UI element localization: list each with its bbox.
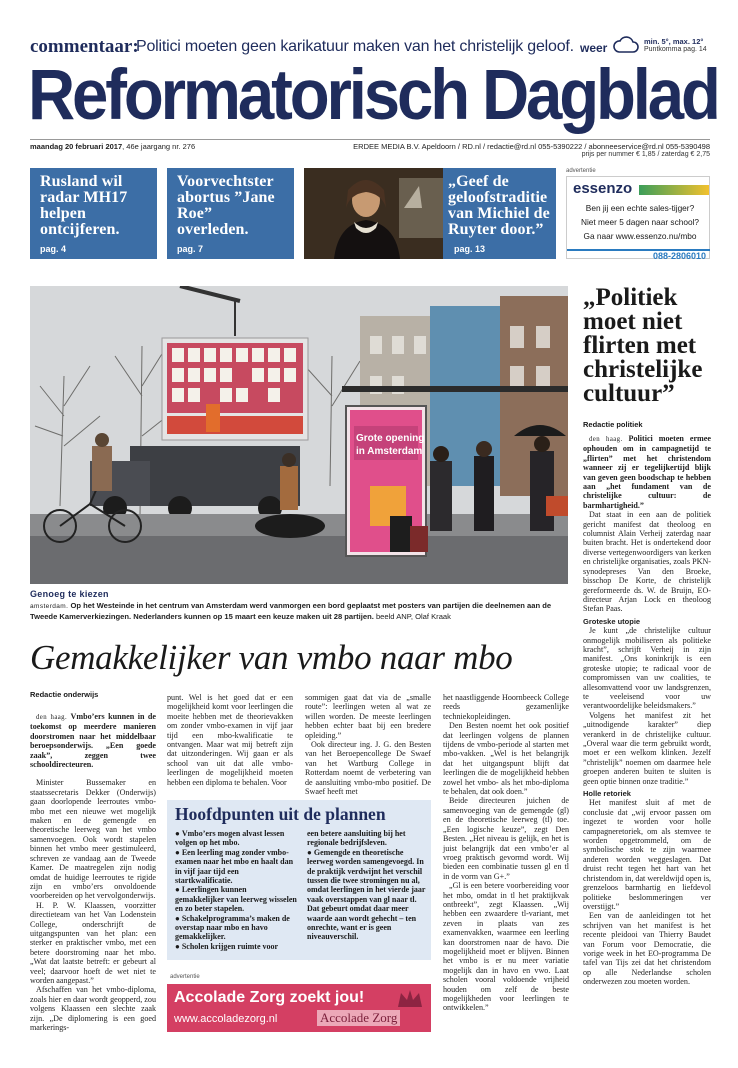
article-paragraph: Dat staat in een aan de politiek gericht manifest dat theoloog en columnist Alain Verheij zaterdag naar buiten bracht. Het is ondertekend door diverse vertegenwoordigers van kerken en christelijke organisaties, zoals PKN-synodepreses Van den Broeke, bisschop De Korte, de christelijk gereformeerde ds. W. de Bruijn, EO-directeur Arjan Lock en theoloog Stefan Paas. [583,510,711,614]
article-paragraph: Ook directeur ing. J. G. den Besten van het Beroepencollege De Swaef van het Wartburg College in Rotterdam noemt de verbetering van de aansluiting vmbo-mbo positief. De Swaef heeft met [305,740,431,797]
cloud-icon [613,36,639,54]
article-location: den haag. [36,714,68,721]
article-location: den haag. [589,436,623,443]
article-byline: Redactie politiek [583,420,643,429]
article-lead: Vmbo’ers kunnen in de toekomst op meerdere manieren doorstromen naar het middelbaar beroepsonderwijs. „Een goede zaak”, zeggen twee schooldirecteuren. [30,712,156,770]
ad-title: Accolade Zorg zoekt jou! [174,989,365,1006]
essenzo-color-bar [639,185,709,195]
ad-url[interactable]: www.accoladezorg.nl [174,1013,278,1025]
article-paragraph: Volgens het manifest zit het „uitnodigende karakter” diep verankerd in de christelijke cultuur. „Overal waar die term gebruikt wordt, moet er een welkom klinken. Jezelf ”christelijk” noemen om daarmee hele groepen anderen buiten te sluiten is geen optie binnen onze traditie.” [583,710,711,786]
publisher-contact: ERDEE MEDIA B.V. Apeldoorn / RD.nl / redactie@rd.nl 055-5390222 / abonneeservice@rd.nl 055-5390498 [353,142,710,151]
advertisement-label: advertentie [566,168,596,174]
key-point-item: ● Een leerling mag zonder vmbo-examen naar het mbo en haalt dan in vijf jaar tijd een startkwalificatie. [175,847,294,886]
main-article-byline: Redactie onderwijs [30,690,99,699]
teaser-page: pag. 4 [40,244,67,254]
weather-label: weer [580,41,608,55]
photo-caption [30,601,568,622]
teaser-michiel-de-ruyter[interactable] [304,168,556,259]
ad-phone: 088-2806010 [567,249,710,261]
article-headline[interactable]: „Politiek moet niet flirten met christelijke cultuur” [583,284,703,407]
advertisement-accolade[interactable] [167,984,431,1032]
key-point-text: Gemengde en theoretische leerweg worden samengevoegd. In de praktijk verdwijnt het verschil tussen die twee stromingen nu al, omdat leerlingen in het vierde jaar vaak overstappen van gl naar tl. Dat gebeurt omdat daar meer waarde aan wordt gehecht – ten onrechte, want er is geen niveauverschil. [307,847,426,942]
teaser-title: Rusland wil radar MH17 helpen ontcijferen. [40,173,128,238]
key-point-item [307,829,429,848]
portrait-illustration [304,168,443,259]
article-paragraph: punt. Wel is het goed dat er een mogelijkheid komt voor leerlingen die moeite hebben met de theorievakken om zonder vmbo-examen in vijf jaar tijd een mbo-kwalificatie te ontvangen. Maar wat mij betreft zijn dat uitzonderingen. Wij gaan er als school van uit dat alle vmbo-leerlingen de mogelijkheid moeten hebben een diploma te behalen. Voor [167,693,293,787]
article-paragraph: Minister Bussemaker en staatssecretaris Dekker (Onderwijs) gaan doorlopende leerroutes vmbo-mbo met een nieuwe wet mogelijk maken en de gemengde en theoretische leerweg van het vmbo samenvoegen. Ook wordt stapelen binnen het vmbo meer gestimuleerd, schreven ze vandaag aan de Tweede Kamer. De maatregelen zijn nodig omdat de huidige leerroutes te rigide zijn en vmbo’ers onvoldoende voorbereiden op het vervolgonderwijs. [30,778,156,901]
key-points-box [167,800,431,960]
key-point-item: ● Leerlingen kunnen gemakkelijker van leerweg wisselen en zo beter stapelen. [175,885,297,914]
key-points-column [175,829,297,951]
photo-credit: beeld ANP, Olaf Kraak [375,612,451,621]
key-point-item: ● Gemengde en theoretische leerweg worden samengevoegd. In de praktijk verdwijnt het verschil tussen die twee stromingen nu al, omdat leerlingen in het vierde jaar vaak overstappen van gl naar tl. Dat gebeurt omdat daar meer waarde aan wordt gehecht – ten onrechte, want er is geen niveauverschil. [307,847,426,942]
key-point-text: Een leerling mag zonder vmbo-examen naar het mbo en haalt dan in vijf jaar tijd een startkwalificatie. [175,847,294,886]
accolade-logo: Accolade Zorg [317,1010,400,1026]
teaser-page: pag. 13 [454,244,486,254]
main-article-headline[interactable]: Gemakkelijker van vmbo naar mbo [30,638,513,677]
advertisement-box [566,176,710,259]
teaser-title: Voorvechtster abortus ”Jane Roe” overleden. [177,173,275,238]
commentaar-headline[interactable]: Politici moeten geen karikatuur maken van het christelijk geloof. [136,38,574,55]
teaser-title: „Geef de geloofstraditie van Michiel de Ruyter door.” [448,173,550,238]
key-point-text: Scholen krijgen ruimte voor [181,941,279,951]
article-column-1 [30,712,156,1032]
shelter-poster-text: Grote opening [356,433,425,444]
article-subheading: Groteske utopie [583,616,641,626]
portrait-painting [304,168,443,259]
shelter-poster-text: in Amsterdam [356,446,423,457]
article-paragraph: Het manifest sluit af met de conclusie dat „wij ervoor passen om ingezet te worden voor holle campagneretoriek, om als stemvee te worden opgetrommeld, om de symbolische stok te zijn waarmee anderen worden weggeslagen. Dat druist recht tegen het hart van het christendom in, dat wereldwijd open is, grenzeloos barmhartig en liefdevol politieke beslommeringen ver overstijgt.” [583,798,711,911]
article-paragraph: Je kunt „de christelijke cultuur onmogelijk mobiliseren als politieke kracht”, schrijft Verheij in zijn manifest. „Ons koninkrijk is een groteske utopie; te radicaal voor de compromissen van uw coalities, te allesomvattend voor uw landsgrenzen, te veeleisend voor uw verantwoordelijke beleidsmakers.” [583,626,711,711]
puzzle-reference: Puntkomma pag. 14 [644,46,707,53]
article-body [583,434,711,987]
key-point-item: ● Vmbo’ers mogen alvast lessen volgen op het mbo. [175,829,285,848]
edition-value: , 46e jaargang nr. 276 [122,142,196,151]
article-paragraph: Beide directeuren juichen de samenvoeging van de gemengde (gl) en de theoretische leerweg (tl) toe. „Een logische keuze”, zegt Den Besten. „Het niveau is gelijk, en het is juist belangrijk dat een vmbo’er al vroeg praktisch gevormd wordt. Wij bieden een combinatie tussen gl en tl in de vorm van G+.” [443,796,569,881]
article-paragraph: Afschaffen van het vmbo-diploma, zoals hier en daar wordt geopperd, zou volgens Klaassen een slechte zaak zijn. „De diplomering is een goed markerings- [30,985,156,1032]
dateline-bar [30,139,710,161]
article-paragraph: H. P. W. Klaassen, voorzitter directieteam van het Van Lodenstein College, onderschrijft de uitgangspunten van het plan: een sterker en praktischer vmbo, met een betere doorstroming naar het mbo. „Wat dat laatste betreft: er gebeurt al veel; daarvoor hoeft de wet niet te worden aangepast.” [30,900,156,985]
article-paragraph: Den Besten noemt het ook positief dat leerlingen volgens de plannen tijdens de vmbo-periode al starten met mbo-vakken. „Wel is het belangrijk dat het uitgangspunt blijft dat leerlingen die de mogelijkheid hebben zowel het vmbo- als het mbo-diploma te behalen, dat ook doen.” [443,721,569,797]
advertisement-label: advertentie [170,974,200,980]
teaser-jane-roe[interactable] [167,168,294,259]
article-paragraph: het naastliggende Hoornbeeck College reeds gezamenlijke techniekopleidingen. [443,693,569,721]
article-paragraph: „Gl is een betere voorbereiding voor het mbo, omdat in tl het praktijkvak ontbreekt”, zegt Klaassen. „Wij hebben een zwaardere tl-variant, met zeven in plaats van zes examenvakken, waarmee een leerling kan doorstromen naar de havo. Die mogelijkheid moet er blijven. Binnen het vmbo is er nu meer variatie mogelijk dan in havo en vwo. Laat scholen vooral voldoende vrijheid houden om zelf de beste mogelijkheden voor leerlingen te ontwikkelen.” [443,881,569,1013]
article-paragraph: sommigen gaat dat via de „smalle route”: leerlingen weten al wat ze willen worden. De meeste leerlingen hebben echter baat bij een bredere opleiding.” [305,693,431,740]
key-point-text: een betere aansluiting bij het regionale bedrijfsleven. [307,829,406,848]
key-point-text: Leerlingen kunnen gemakkelijker van leerweg wisselen en zo beter stapelen. [175,885,297,914]
weather-temperature: min. 5°, max. 12° [644,37,704,46]
issue-price: prijs per nummer € 1,85 / zaterdag € 2,75 [581,151,710,158]
key-point-text: Vmbo’ers mogen alvast lessen volgen op het mbo. [175,829,285,848]
article-paragraph: Een van de aanleidingen tot het schrijven van het manifest is het recente pleidooi van Thierry Baudet van Forum voor Democratie, die vorige week in het EO-programma De tafel van Tijs zei dat het christendom op alle Nederlandse scholen onderwezen zou moeten worden. [583,911,711,987]
main-photo [30,286,568,584]
date-value: maandag 20 februari 2017 [30,142,123,151]
weather-widget [580,36,710,58]
caption-text: Op het Westeinde in het centrum van Amsterdam werd vanmorgen een bord geplaatst met posters van partijen die deelnemen aan de Tweede Kamerverkiezingen. Nederlanders kunnen op 15 maart een keuze maken uit 28 partijen. [30,601,552,621]
street-scene-illustration [30,286,568,584]
article-lead: Politici moeten ermee ophouden om in campagnetijd te „flirten” met het christendom wanneer zij er tegelijkertijd blijk van geven geen boodschap te hebben aan „het fundament van de christelijke cultuur: de barmhartigheid.” [583,434,711,510]
photo-caption-title: Genoeg te kiezen [30,589,109,599]
ad-line: Niet meer 5 dagen naar school? [580,217,700,227]
commentaar-label: commentaar: [30,36,139,57]
caption-location: amsterdam. [30,603,69,610]
article-column-3 [305,693,431,796]
teaser-rusland[interactable] [30,168,157,259]
crown-icon [395,987,425,1009]
top-strip [30,36,710,58]
ad-line: Ben jij een echte sales-tijger? [585,203,695,213]
key-point-item: ● Scholen krijgen ruimte voor [175,941,279,951]
article-subheading: Holle retoriek [583,789,631,799]
essenzo-logo: essenzo [573,180,633,197]
teaser-page: pag. 7 [177,244,204,254]
masthead-title: Reformatorisch Dagblad [28,56,718,135]
article-column-4 [443,693,569,1013]
advertisement-essenzo[interactable] [566,168,710,259]
article-column-2 [167,693,293,787]
key-point-item: ● Schakelprogramma’s maken de overstap naar mbo en havo gemakkelijker. [175,913,290,942]
key-point-text: Schakelprogramma’s maken de overstap naar mbo en havo gemakkelijker. [175,913,290,942]
key-points-title: Hoofdpunten uit de plannen [175,804,386,824]
key-points-column [307,829,429,942]
ad-url[interactable]: Ga naar www.essenzo.nu/mbo [583,231,697,241]
issue-date [30,142,195,151]
